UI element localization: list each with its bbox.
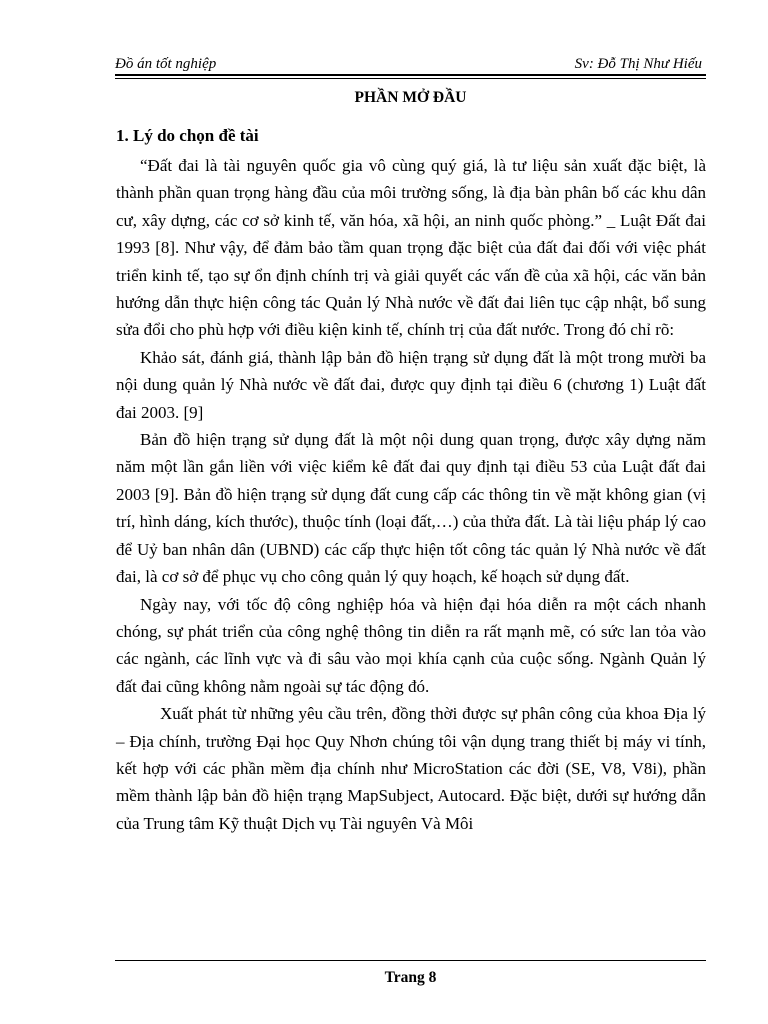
section-heading: 1. Lý do chọn đề tài — [116, 126, 259, 145]
paragraph-2: Khảo sát, đánh giá, thành lập bản đồ hiện trạng sử dụng đất là một trong mười ba nội dung quản lý Nhà nước về đất đai, được quy định tại điều 6 (chương 1) Luật đất đai 2003. [9] — [116, 347, 706, 422]
paragraph-4: Ngày nay, với tốc độ công nghiệp hóa và hiện đại hóa diễn ra một cách nhanh chóng, sự phát triển của công nghệ thông tin diễn ra rất mạnh mẽ, có sức lan tỏa vào các ngành, các lĩnh vực và đi sâu vào mọi khía cạnh của cuộc sống. Ngành Quản lý đất đai cũng không nằm ngoài sự tác động đó. — [116, 594, 706, 696]
header-rule — [115, 74, 706, 76]
page-header — [115, 56, 706, 76]
header-student-name: Sv: Đỗ Thị Như Hiếu — [574, 56, 702, 72]
body-text — [116, 152, 706, 837]
footer-rule — [115, 960, 706, 961]
paragraph-5: Xuất phát từ những yêu cầu trên, đồng thời được sự phân công của khoa Địa lý – Địa chính, trường Đại học Quy Nhơn chúng tôi vận dụng trang thiết bị máy vi tính, kết hợp với các phần mềm địa chính như MicroStation các đời (SE, V8, V8i), phần mềm thành lập bản đồ hiện trạng MapSubject, Autocard. Đặc biệt, dưới sự hướng dẫn của Trung tâm Kỹ thuật Dịch vụ Tài nguyên Và Môi — [116, 704, 706, 833]
header-document-type: Đồ án tốt nghiệp — [115, 56, 217, 72]
paragraph-3: Bản đồ hiện trạng sử dụng đất là một nội dung quan trọng, được xây dựng năm năm một lần gắn liền với việc kiểm kê đất đai quy định tại điều 53 của Luật đất đai 2003 [9]. Bản đồ hiện trạng sử dụng đất cung cấp các thông tin về mặt không gian (vị trí, hình dáng, kích thước), thuộc tính (loại đất,…) của thửa đất. Là tài liệu pháp lý cao để Uỷ ban nhân dân (UBND) các cấp thực hiện tốt công tác quản lý Nhà nước về đất đai, là cơ sở để phục vụ cho công quản lý quy hoạch, kế hoạch sử dụng đất. — [116, 430, 706, 587]
paragraph-1: “Đất đai là tài nguyên quốc gia vô cùng quý giá, là tư liệu sản xuất đặc biệt, là thành phần quan trọng hàng đầu của môi trường sống, là địa bàn phân bố các khu dân cư, xây dựng, các cơ sở kinh tế, văn hóa, xã hội, an ninh quốc phòng.” _ Luật Đất đai 1993 [8]. Như vậy, để đảm bảo tầm quan trọng đặc biệt của đất đai đối với việc phát triển kinh tế, tạo sự ổn định chính trị và giải quyết các vấn đề của xã hội, các văn bản hướng dẫn thực hiện công tác Quản lý Nhà nước về đất đai liên tục cập nhật, bổ sung sửa đổi cho phù hợp với điều kiện kinh tế, chính trị của đất nước. Trong đó chỉ rõ: — [116, 156, 706, 340]
header-rule-thin — [115, 78, 706, 79]
page-title: PHẦN MỞ ĐẦU — [354, 89, 467, 106]
page-number: Trang 8 — [384, 969, 437, 986]
